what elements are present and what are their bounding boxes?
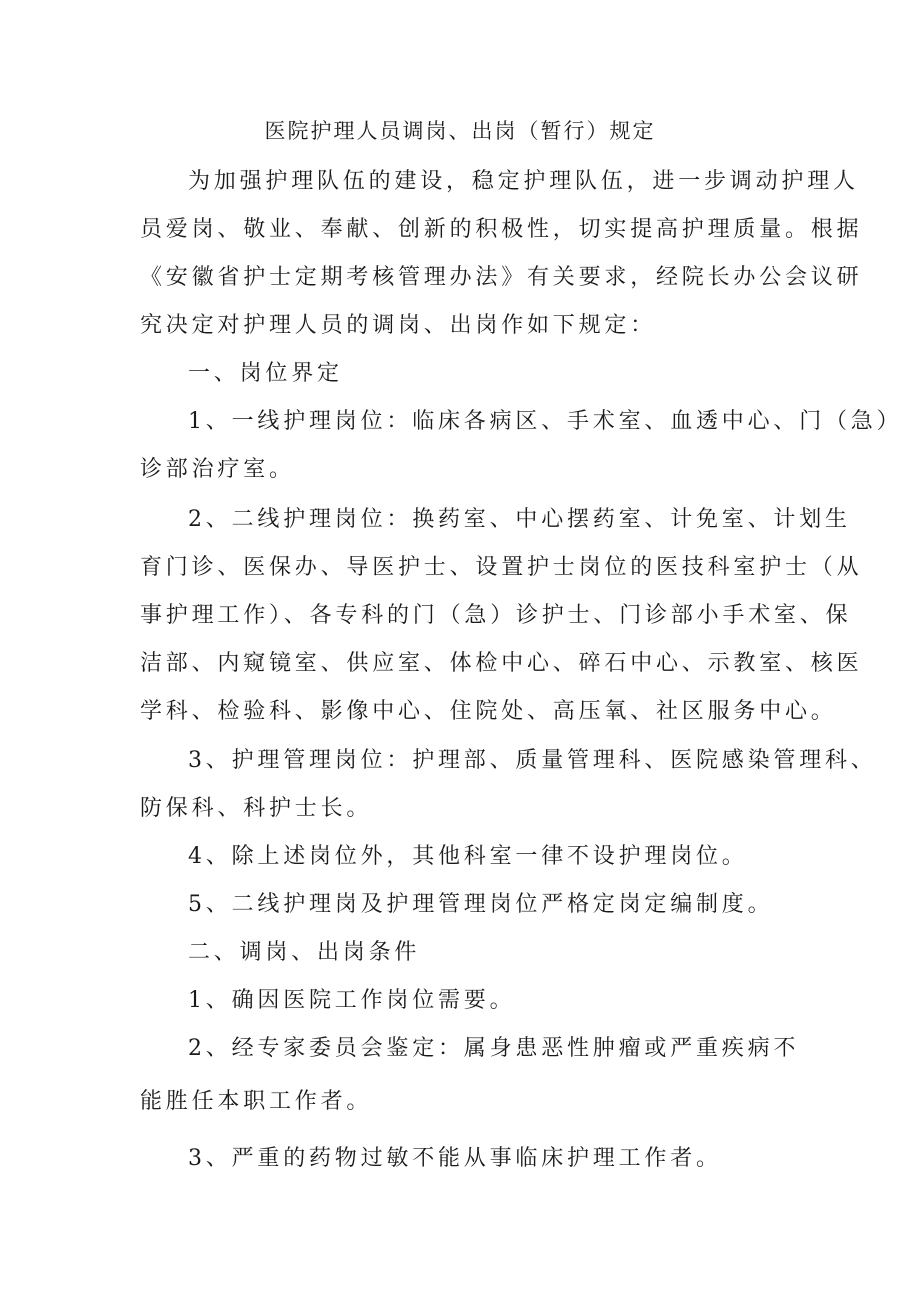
section-heading-2 <box>140 929 800 977</box>
paragraph-item-1-4 <box>140 833 800 881</box>
paragraph-item-1-3 <box>140 737 877 833</box>
text-line: 4、除上述岗位外，其他科室一律不设护理岗位。 <box>188 844 748 869</box>
paragraph-item-1-1 <box>140 398 903 494</box>
text-line: 究决定对护理人员的调岗、出岗作如下规定： <box>140 313 657 338</box>
paragraph-item-2-1 <box>140 977 800 1025</box>
text-line: 3、护理管理岗位：护理部、质量管理科、医院感染管理科、 <box>188 748 877 773</box>
section-heading-1 <box>140 350 800 398</box>
text-line: 5、二线护理岗及护理管理岗位严格定岗定编制度。 <box>188 892 774 917</box>
text-line: 员爱岗、敬业、奉献、创新的积极性，切实提高护理质量。根据 <box>140 217 863 242</box>
text-line: 诊部治疗室。 <box>140 457 295 482</box>
text-line: 2、二线护理岗位：换药室、中心摆药室、计免室、计划生 <box>188 507 851 532</box>
text-line: 学科、检验科、影像中心、住院处、高压氧、社区服务中心。 <box>140 699 837 724</box>
paragraph-intro <box>140 158 863 350</box>
text-line: 能胜任本职工作者。 <box>140 1089 373 1114</box>
text-line: 防保科、科护士长。 <box>140 796 373 821</box>
text-line: 2、经专家委员会鉴定：属身患恶性肿瘤或严重疾病不 <box>188 1036 800 1061</box>
text-line: 一、岗位界定 <box>188 361 343 386</box>
paragraph-item-1-2 <box>140 496 863 736</box>
text-line: 事护理工作）、各专科的门（急）诊护士、门诊部小手术室、保 <box>140 603 852 628</box>
paragraph-item-2-3 <box>140 1135 800 1183</box>
text-line: 1、确因医院工作岗位需要。 <box>188 988 516 1013</box>
text-line: 二、调岗、出岗条件 <box>188 940 421 965</box>
paragraph-item-2-2 <box>140 1025 800 1126</box>
text-line: 1、一线护理岗位：临床各病区、手术室、血透中心、门（急） <box>188 409 903 434</box>
text-line: 育门诊、医保办、导医护士、设置护士岗位的医技科室护士（从 <box>140 555 863 580</box>
text-line: 洁部、内窥镜室、供应室、体检中心、碎石中心、示教室、核医 <box>140 651 863 676</box>
document-title: 医院护理人员调岗、出岗（暂行）规定 <box>264 119 656 143</box>
text-line: 为加强护理队伍的建设，稳定护理队伍，进一步调动护理人 <box>188 169 859 194</box>
paragraph-item-1-5 <box>140 881 800 929</box>
text-line: 3、严重的药物过敏不能从事临床护理工作者。 <box>188 1146 722 1171</box>
text-line: 《安徽省护士定期考核管理办法》有关要求，经院长办公会议研 <box>140 265 863 290</box>
